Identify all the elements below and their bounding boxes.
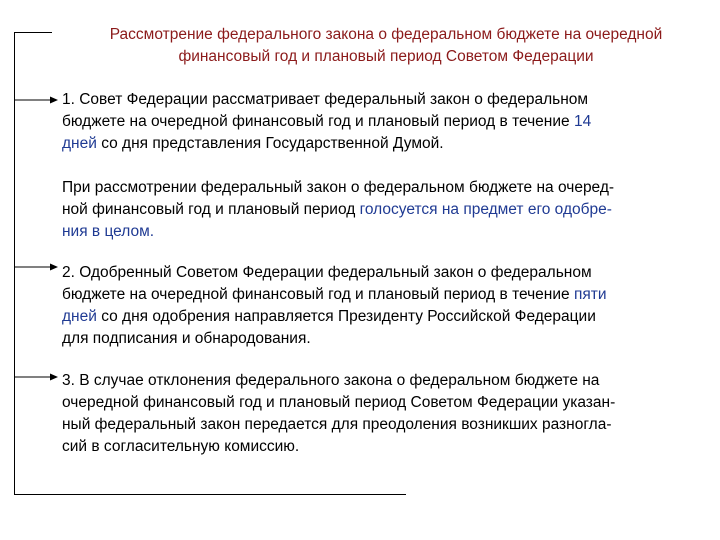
text: со дня представления Государственной Думой. (96, 135, 444, 152)
text: для подписания и обнародования. (62, 330, 311, 347)
arrow-right-icon (14, 95, 58, 105)
highlight-text: дней (62, 135, 97, 152)
paragraph-line (62, 111, 692, 133)
arrow-right-icon (14, 262, 58, 272)
highlight-text: 14 (573, 113, 592, 130)
highlight-text: дней (62, 308, 97, 325)
text: очередной финансовый год и плановый период Советом Федерации указан- (62, 394, 616, 411)
paragraph-line (62, 262, 692, 284)
bracket-bottom-line (14, 494, 406, 495)
paragraph-line (62, 306, 692, 328)
slide-title-line-2: финансовый год и плановый период Советом Федерации (178, 48, 594, 65)
text: сий в согласительную комиссию. (62, 438, 300, 455)
paragraph-line (62, 370, 692, 392)
arrow-right-icon (14, 372, 58, 382)
text: ной финансовый год и плановый период (62, 201, 360, 218)
paragraph-line (62, 392, 692, 414)
text: 1. Совет Федерации рассматривает федеральный закон о федеральном (62, 91, 589, 108)
text: ный федеральный закон передается для преодоления возникших разногла- (62, 416, 612, 433)
paragraph-line (62, 221, 692, 243)
highlight-text: пяти (573, 286, 607, 303)
text: бюджете на очередной финансовый год и плановый период в течение (62, 286, 574, 303)
highlight-text: ния в целом. (62, 223, 155, 240)
text: 2. Одобренный Советом Федерации федеральный закон о федеральном (62, 264, 592, 281)
paragraph-line (62, 199, 692, 221)
text: При рассмотрении федеральный закон о федеральном бюджете на очеред- (62, 179, 615, 196)
slide-title (56, 24, 716, 68)
text: 3. В случае отклонения федерального закона о федеральном бюджете на (62, 372, 600, 389)
text: со дня одобрения направляется Президенту Российской Федерации (96, 308, 596, 325)
paragraph-line (62, 133, 692, 155)
paragraph-line (62, 436, 692, 458)
paragraph-line (62, 177, 692, 199)
paragraph-4 (62, 370, 692, 458)
paragraph-3 (62, 262, 692, 350)
paragraph-1 (62, 89, 692, 155)
bracket-top-line (14, 32, 52, 33)
slide-title-line-1: Рассмотрение федерального закона о федеральном бюджете на очередной (109, 26, 663, 43)
paragraph-line (62, 89, 692, 111)
paragraph-line (62, 284, 692, 306)
text: бюджете на очередной финансовый год и плановый период в течение (62, 113, 574, 130)
highlight-text: голосуется на предмет его одобре- (359, 201, 612, 218)
paragraph-line (62, 328, 692, 350)
paragraph-line (62, 414, 692, 436)
paragraph-2 (62, 177, 692, 243)
